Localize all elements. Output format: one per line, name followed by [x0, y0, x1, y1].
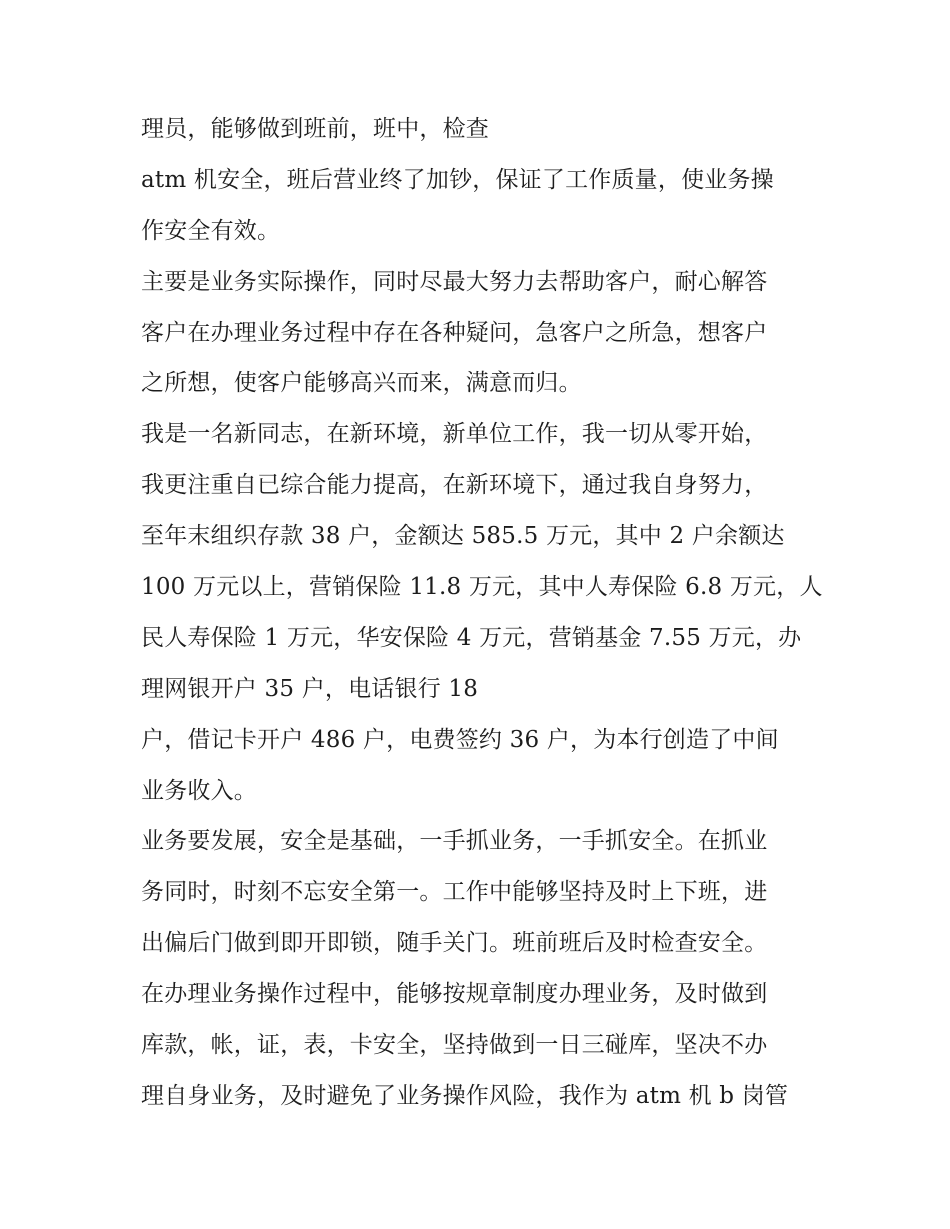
- text-line: 户，借记卡开户 486 户，电费签约 36 户，为本行创造了中间: [141, 726, 779, 753]
- text-line: 务同时，时刻不忘安全第一。工作中能够坚持及时上下班，进: [141, 879, 768, 906]
- text-line: 100 万元以上，营销保险 11.8 万元，其中人寿保险 6.8 万元，人: [141, 574, 823, 601]
- text-line: 我是一名新同志，在新环境，新单位工作，我一切从零开始，: [141, 421, 768, 448]
- text-line: 理网银开户 35 户，电话银行 18: [141, 675, 479, 702]
- document-body: [141, 110, 831, 1128]
- text-line: 至年末组织存款 38 户，金额达 585.5 万元，其中 2 户余额达: [141, 523, 785, 550]
- text-line: 出偏后门做到即开即锁，随手关门。班前班后及时检查安全。: [141, 930, 768, 957]
- text-line: 业务要发展，安全是基础，一手抓业务，一手抓安全。在抓业: [141, 828, 768, 855]
- text-line: 我更注重自已综合能力提高，在新环境下，通过我自身努力，: [141, 472, 768, 499]
- text-line: 之所想，使客户能够高兴而来，满意而归。: [141, 370, 582, 397]
- text-line: 主要是业务实际操作，同时尽最大努力去帮助客户，耐心解答: [141, 268, 768, 295]
- text-line: 业务收入。: [141, 777, 257, 804]
- text-line: atm 机安全，班后营业终了加钞，保证了工作质量，使业务操: [141, 166, 774, 193]
- text-line: 客户在办理业务过程中存在各种疑问，急客户之所急，想客户: [141, 319, 768, 346]
- text-line: 理员，能够做到班前，班中，检查: [141, 116, 489, 142]
- text-line: 库款，帐，证，表，卡安全，坚持做到一日三碰库，坚决不办: [141, 1032, 768, 1059]
- text-line: 理自身业务，及时避免了业务操作风险，我作为 atm 机 b 岗管: [141, 1082, 789, 1109]
- text-line: 在办理业务操作过程中，能够按规章制度办理业务，及时做到: [141, 981, 768, 1008]
- text-line: 民人寿保险 1 万元，华安保险 4 万元，营销基金 7.55 万元，办: [141, 624, 802, 651]
- text-line: 作安全有效。: [141, 217, 281, 244]
